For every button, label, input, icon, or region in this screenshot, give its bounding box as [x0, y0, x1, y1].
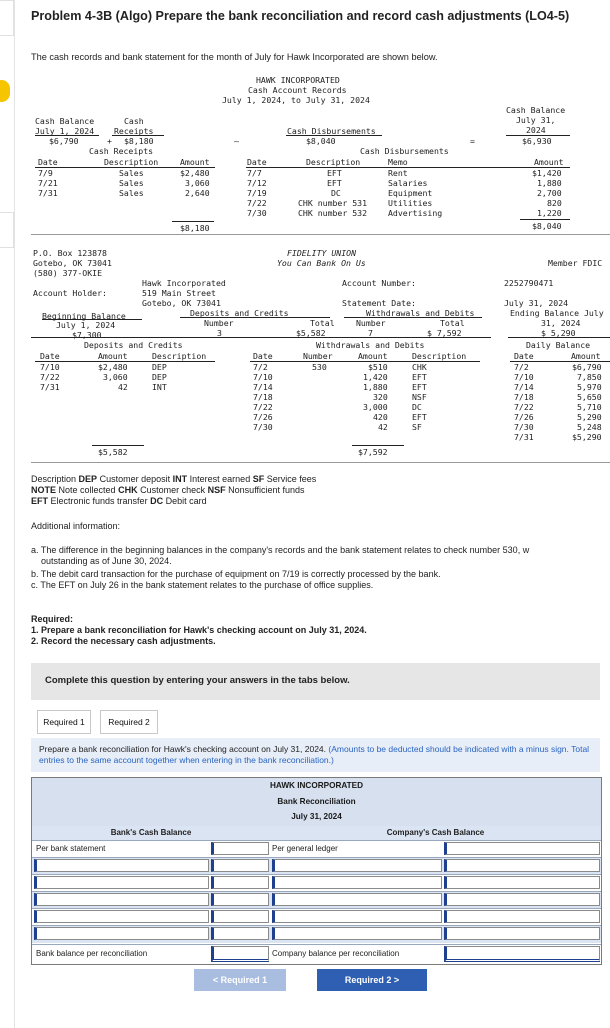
disb-amount: $1,420	[532, 168, 562, 178]
withdrawal-description: NSF	[412, 392, 427, 402]
disb-memo: Equipment	[388, 188, 433, 198]
withdrawal-amount: 1,420	[363, 372, 388, 382]
bank-amount-input[interactable]	[211, 859, 269, 872]
daily-header-date: Date	[514, 351, 534, 361]
disb-description: DC	[331, 188, 341, 198]
disb-date: 7/12	[247, 178, 267, 188]
receipts-label: Cash	[124, 116, 144, 126]
end-balance-value: $6,930	[522, 136, 552, 146]
disb-header-date: Date	[247, 157, 267, 167]
company-total-input[interactable]	[444, 946, 600, 962]
company-amount-input[interactable]	[444, 876, 600, 889]
legend-code: NSF	[207, 485, 226, 495]
daily-amount: 5,710	[577, 402, 602, 412]
summary-withdrawals-label: Withdrawals and Debits	[366, 308, 475, 318]
legend-code: NOTE	[31, 485, 57, 495]
withdrawals-header-date: Date	[253, 351, 273, 361]
summary-deposits-total-label: Total	[310, 318, 335, 328]
next-button-label: Required 2	[344, 975, 392, 985]
left-rail	[0, 0, 15, 1028]
legend-text: Electronic funds transfer	[50, 496, 148, 506]
statement-date: July 31, 2024	[504, 298, 569, 308]
bank-amount-input[interactable]	[211, 910, 269, 923]
legend-text: Interest earned	[189, 474, 251, 484]
deposits-header-description: Description	[152, 351, 207, 361]
receipts-label-2: Receipts	[114, 126, 154, 136]
deposits-section-title: Deposits and Credits	[84, 340, 183, 350]
withdrawal-amount: $510	[368, 362, 388, 372]
reconciliation-row	[32, 908, 601, 926]
disb-label: Cash Disbursements	[287, 126, 376, 136]
statement-date-label: Statement Date:	[342, 298, 416, 308]
deposit-description: DEP	[152, 372, 167, 382]
bank-total-input[interactable]	[211, 946, 269, 962]
tabs-instructions-band	[31, 663, 600, 700]
legend-code: INT	[172, 474, 188, 484]
company-amount-input[interactable]	[444, 927, 600, 940]
summary-withdrawals-number: 7	[368, 328, 373, 338]
instruction-text: Prepare a bank reconciliation for Hawk's checking account on July 31, 2024.	[39, 744, 327, 754]
bank-item-input[interactable]	[34, 876, 209, 889]
reconciliation-row	[32, 857, 601, 875]
left-rail-item[interactable]	[0, 212, 14, 248]
begin-balance-value: $6,790	[49, 136, 79, 146]
legend-text: Service fees	[266, 474, 317, 484]
beginning-balance-date: July 1, 2024	[56, 320, 116, 330]
bank-amount-input[interactable]	[211, 893, 269, 906]
company-item-input[interactable]	[272, 893, 442, 906]
daily-date: 7/14	[514, 382, 534, 392]
daily-date: 7/30	[514, 422, 534, 432]
withdrawal-date: 7/2	[253, 362, 268, 372]
minus-sign: –	[234, 136, 239, 146]
deposit-date: 7/22	[40, 372, 60, 382]
reconciliation-header	[32, 778, 601, 827]
legend-line-1	[31, 474, 316, 485]
additional-item-b: b. The debit card transaction for the purchase of equipment on 7/19 is correctly processed by the bank.	[31, 569, 441, 579]
disb-header-description: Description	[306, 157, 361, 167]
legend-code: EFT	[31, 496, 48, 506]
legend-text: Debit card	[165, 496, 207, 506]
chevron-left-icon: <	[212, 975, 219, 985]
disb-description: CHK number 531	[298, 198, 368, 208]
side-headers-row	[32, 826, 601, 840]
required-item-2: 2. Record the necessary cash adjustments.	[31, 636, 216, 646]
begin-balance-date: July 1, 2024	[35, 126, 95, 136]
bank-address-1: P.O. Box 123878	[33, 248, 107, 258]
per-ledger-label: Per general ledger	[272, 844, 338, 853]
required-heading: Required:	[31, 614, 74, 624]
legend-line-3	[31, 496, 207, 507]
records-period: July 1, 2024, to July 31, 2024	[222, 95, 370, 105]
summary-withdrawals-total-label: Total	[440, 318, 465, 328]
withdrawals-header-number: Number	[303, 351, 333, 361]
summary-deposits-total: $5,582	[296, 328, 326, 338]
legend-text: Note collected	[58, 485, 116, 495]
withdrawal-amount: 3,000	[363, 402, 388, 412]
deposit-description: DEP	[152, 362, 167, 372]
company-item-input[interactable]	[272, 859, 442, 872]
disb-memo: Advertising	[388, 208, 443, 218]
bank-amount-input[interactable]	[211, 927, 269, 940]
end-balance-date: July 31,	[516, 115, 556, 125]
left-rail-item[interactable]	[0, 0, 14, 36]
tab-required-2[interactable]: Required 2	[100, 710, 158, 734]
receipts-value: $8,180	[124, 136, 154, 146]
summary-deposits-number: 3	[217, 328, 222, 338]
disb-description: EFT	[327, 178, 342, 188]
company-amount-input[interactable]	[444, 910, 600, 923]
disb-date: 7/30	[247, 208, 267, 218]
ending-balance-date: 31, 2024	[541, 318, 581, 328]
next-required-button[interactable]	[317, 969, 427, 991]
legend-line-2	[31, 485, 305, 496]
withdrawals-section-title: Withdrawals and Debits	[316, 340, 425, 350]
disb-description: CHK number 532	[298, 208, 368, 218]
legend-text: Customer check	[140, 485, 206, 495]
deposit-date: 7/10	[40, 362, 60, 372]
prev-button-label: Required 1	[220, 975, 268, 985]
daily-amount: $6,790	[572, 362, 602, 372]
receipt-date: 7/31	[38, 188, 58, 198]
legend-code: SF	[252, 474, 265, 484]
daily-amount: 5,248	[577, 422, 602, 432]
withdrawal-description: EFT	[412, 372, 427, 382]
additional-heading: Additional information:	[31, 521, 121, 531]
daily-date: 7/10	[514, 372, 534, 382]
daily-amount: 5,650	[577, 392, 602, 402]
beginning-balance-value: $7,300	[72, 330, 102, 340]
receipt-description: Sales	[119, 168, 144, 178]
holder-street: 519 Main Street	[142, 288, 216, 298]
problem-intro: The cash records and bank statement for the month of July for Hawk Incorporated are shown below.	[31, 52, 438, 62]
deposits-total: $5,582	[98, 447, 128, 457]
bank-amount-input[interactable]	[211, 876, 269, 889]
holder-city: Gotebo, OK 73041	[142, 298, 221, 308]
account-holder-label: Account Holder:	[33, 288, 107, 298]
company-amount-input[interactable]	[444, 842, 600, 855]
records-subtitle: Cash Account Records	[248, 85, 347, 95]
disb-memo: Salaries	[388, 178, 428, 188]
reconciliation-total-row	[32, 944, 601, 964]
withdrawals-total: $7,592	[358, 447, 388, 457]
bank-item-input[interactable]	[34, 927, 209, 940]
withdrawal-description: EFT	[412, 382, 427, 392]
ending-balance-label: Ending Balance July	[510, 308, 604, 318]
bank-item-input[interactable]	[34, 910, 209, 923]
daily-amount: 5,970	[577, 382, 602, 392]
account-number-label: Account Number:	[342, 278, 416, 288]
reconciliation-company: HAWK INCORPORATED	[269, 781, 364, 790]
plus-sign: +	[107, 136, 112, 146]
reconciliation-row	[32, 840, 601, 858]
reconciliation-date: July 31, 2024	[291, 812, 342, 821]
bank-side-header: Bank's Cash Balance	[110, 828, 192, 837]
member-fdic: Member FDIC	[548, 258, 603, 268]
additional-item-c: c. The EFT on July 26 in the bank statement relates to the purchase of office supplies.	[31, 580, 374, 590]
withdrawal-description: DC	[412, 402, 422, 412]
reconciliation-row	[32, 891, 601, 909]
disb-amount: 820	[547, 198, 562, 208]
disb-description: EFT	[327, 168, 342, 178]
legend-text: Customer deposit	[99, 474, 171, 484]
disb-date: 7/22	[247, 198, 267, 208]
withdrawal-date: 7/14	[253, 382, 273, 392]
withdrawal-description: EFT	[412, 412, 427, 422]
reconciliation-title: Bank Reconciliation	[277, 797, 356, 806]
withdrawals-header-amount: Amount	[358, 351, 388, 361]
records-company: HAWK INCORPORATED	[256, 75, 340, 85]
withdrawal-date: 7/26	[253, 412, 273, 422]
company-total-label: Company balance per reconciliation	[272, 949, 400, 958]
deposit-description: INT	[152, 382, 167, 392]
withdrawal-number: 530	[312, 362, 327, 372]
holder-name: Hawk Incorporated	[142, 278, 226, 288]
withdrawal-date: 7/18	[253, 392, 273, 402]
receipt-amount: $2,480	[180, 168, 210, 178]
receipts-header-description: Description	[104, 157, 159, 167]
daily-date: 7/22	[514, 402, 534, 412]
withdrawal-date: 7/10	[253, 372, 273, 382]
receipts-total: $8,180	[180, 223, 210, 233]
instruction-note: (Amounts to be deducted should be indicated with a minus sign. Total entries to the same account together when entering in the bank reconciliation.)	[39, 744, 590, 765]
daily-section-title: Daily Balance	[526, 340, 591, 350]
receipt-amount: 2,640	[185, 188, 210, 198]
withdrawal-date: 7/30	[253, 422, 273, 432]
withdrawal-amount: 320	[373, 392, 388, 402]
company-amount-input[interactable]	[444, 893, 600, 906]
bank-total-label: Bank balance per reconciliation	[36, 949, 148, 958]
tabs-instructions: Complete this question by entering your answers in the tabs below.	[45, 675, 350, 686]
disb-total: $8,040	[532, 221, 562, 231]
account-number: 2252790471	[504, 278, 554, 288]
prev-required-button[interactable]	[194, 969, 286, 991]
receipt-description: Sales	[119, 188, 144, 198]
legend-code: DEP	[78, 474, 98, 484]
deposit-date: 7/31	[40, 382, 60, 392]
beginning-balance-label: Beginning Balance	[42, 311, 126, 321]
deposit-amount: $2,480	[98, 362, 128, 372]
disb-section-title: Cash Disbursements	[360, 146, 449, 156]
legend-code: CHK	[118, 485, 138, 495]
legend-text: Nonsufficient funds	[228, 485, 305, 495]
bank-slogan: You Can Bank On Us	[277, 258, 366, 268]
daily-date: 7/2	[514, 362, 529, 372]
daily-date: 7/18	[514, 392, 534, 402]
summary-deposits-label: Deposits and Credits	[190, 308, 289, 318]
legend-description-label: Description	[31, 474, 77, 484]
receipt-description: Sales	[119, 178, 144, 188]
receipts-header-date: Date	[38, 157, 58, 167]
bank-amount-input[interactable]	[211, 842, 269, 855]
end-balance-label: Cash Balance	[506, 105, 566, 115]
tab-required-1[interactable]: Required 1	[37, 710, 91, 734]
company-item-input[interactable]	[272, 876, 442, 889]
daily-amount: $5,290	[572, 432, 602, 442]
problem-title: Problem 4-3B (Algo) Prepare the bank reconciliation and record cash adjustments (LO4-5)	[31, 9, 570, 23]
daily-date: 7/31	[514, 432, 534, 442]
withdrawal-amount: 1,880	[363, 382, 388, 392]
receipt-date: 7/9	[38, 168, 53, 178]
bank-name: FIDELITY UNION	[287, 248, 357, 258]
receipts-section-title: Cash Receipts	[89, 146, 154, 156]
company-amount-input[interactable]	[444, 859, 600, 872]
withdrawal-description: CHK	[412, 362, 427, 372]
summary-withdrawals-total: $ 7,592	[427, 328, 462, 338]
chevron-right-icon: >	[393, 975, 400, 985]
bank-phone: (580) 377-OKIE	[33, 268, 103, 278]
begin-balance-label: Cash Balance	[35, 116, 95, 126]
summary-withdrawals-number-label: Number	[356, 318, 386, 328]
reconciliation-instructions	[31, 738, 600, 772]
legend-code: DC	[150, 496, 164, 506]
disb-amount: 1,220	[537, 208, 562, 218]
company-side-header: Company's Cash Balance	[386, 828, 485, 837]
equals-sign: =	[470, 136, 475, 146]
bank-item-input[interactable]	[34, 893, 209, 906]
daily-amount: 5,290	[577, 412, 602, 422]
disb-date: 7/7	[247, 168, 262, 178]
company-item-input[interactable]	[272, 910, 442, 923]
receipt-amount: 3,060	[185, 178, 210, 188]
additional-item-a: a. The difference in the beginning balances in the company's records and the bank statement relates to check number 530, w	[31, 545, 530, 555]
summary-deposits-number-label: Number	[204, 318, 234, 328]
deposit-amount: 42	[118, 382, 128, 392]
disb-memo: Utilities	[388, 198, 433, 208]
ending-balance-value: $ 5,290	[541, 328, 576, 338]
daily-header-amount: Amount	[571, 351, 601, 361]
withdrawals-header-description: Description	[412, 351, 467, 361]
deposits-header-date: Date	[40, 351, 60, 361]
disb-date: 7/19	[247, 188, 267, 198]
end-balance-year: 2024	[526, 125, 546, 135]
deposits-header-amount: Amount	[98, 351, 128, 361]
receipt-date: 7/21	[38, 178, 58, 188]
disb-amount: 1,880	[537, 178, 562, 188]
daily-date: 7/26	[514, 412, 534, 422]
receipts-header-amount: Amount	[180, 157, 210, 167]
disb-memo: Rent	[388, 168, 408, 178]
per-bank-label: Per bank statement	[36, 844, 106, 853]
required-item-1: 1. Prepare a bank reconciliation for Hawk's checking account on July 31, 2024.	[31, 625, 367, 635]
withdrawal-amount: 420	[373, 412, 388, 422]
disb-value: $8,040	[306, 136, 336, 146]
reconciliation-row	[32, 874, 601, 892]
company-item-input[interactable]	[272, 927, 442, 940]
bank-reconciliation-table	[31, 777, 602, 965]
bank-address-2: Gotebo, OK 73041	[33, 258, 112, 268]
disb-header-amount: Amount	[534, 157, 564, 167]
withdrawal-amount: 42	[378, 422, 388, 432]
daily-amount: 7,850	[577, 372, 602, 382]
deposit-amount: 3,060	[103, 372, 128, 382]
reconciliation-row	[32, 925, 601, 943]
bank-item-input[interactable]	[34, 859, 209, 872]
withdrawal-date: 7/22	[253, 402, 273, 412]
disb-header-memo: Memo	[388, 157, 408, 167]
withdrawal-description: SF	[412, 422, 422, 432]
disb-amount: 2,700	[537, 188, 562, 198]
additional-item-a-cont: outstanding as of June 30, 2024.	[41, 556, 172, 566]
